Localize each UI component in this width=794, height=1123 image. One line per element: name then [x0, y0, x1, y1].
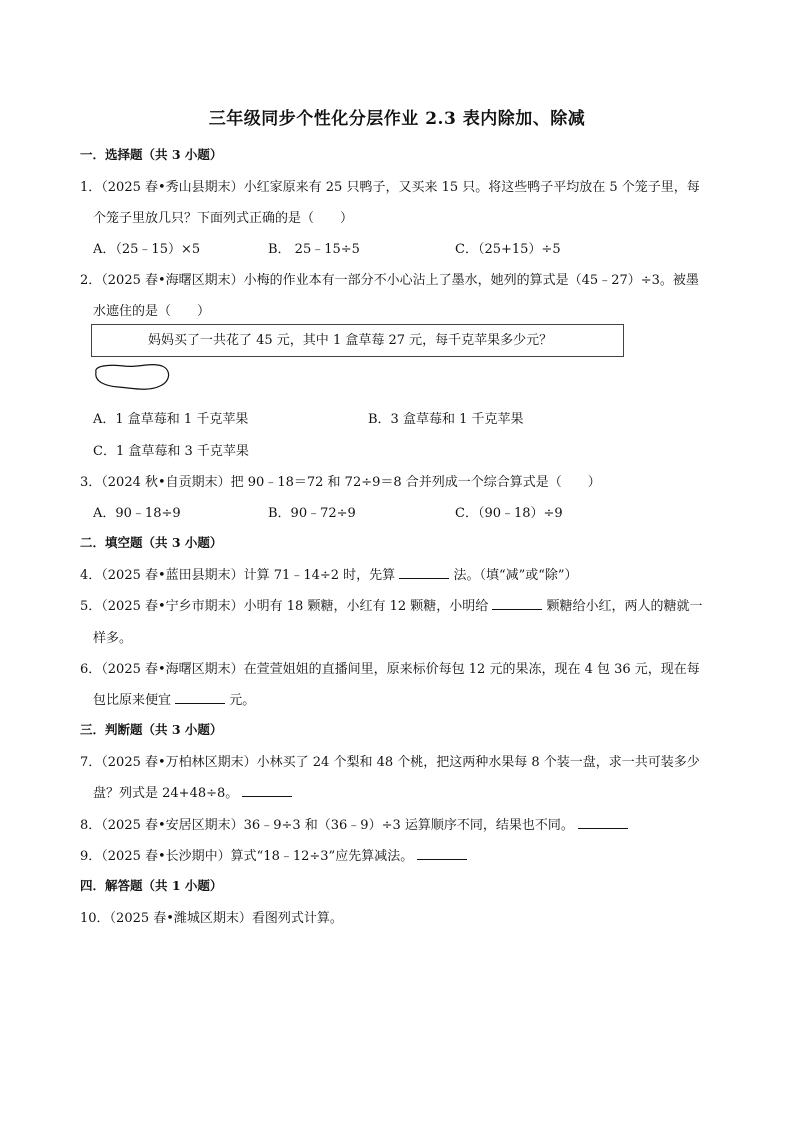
question-5-line-1	[80, 595, 703, 614]
question-1-line-1: 1．（2025 春•秀山县期末）小红家原来有 25 只鸭子，又买来 15 只。将这些鸭子平均放在 5 个笼子里，每	[80, 180, 700, 195]
question-6-line-2	[93, 689, 255, 708]
question-4-text-before: 4．（2025 春•蓝田县期末）计算 71﹣14÷2 时，先算	[80, 568, 400, 583]
answer-blank[interactable]	[399, 566, 449, 579]
answer-blank[interactable]	[417, 847, 467, 860]
answer-blank[interactable]	[578, 816, 628, 829]
section-heading-solve: 四．解答题（共 1 小题）	[80, 878, 223, 893]
question-5-text-before: 5．（2025 春•宁乡市期末）小明有 18 颗糖，小红有 12 颗糖，小明给	[80, 599, 493, 614]
question-7-line-2	[93, 782, 292, 801]
question-6-text-before: 包比原来便宜	[93, 693, 176, 708]
question-2-word-problem-box: 妈妈买了一共花了 45 元，其中 1 盒草莓 27 元，每千克苹果多少元？	[91, 324, 624, 357]
question-1-option-a: A．（25﹣15）×5	[93, 242, 201, 257]
question-3-option-b: B．90﹣72÷9	[268, 506, 356, 521]
question-5-line-2: 样多。	[93, 631, 133, 646]
question-3-line-1: 3．（2024 秋•自贡期末）把 90﹣18＝72 和 72÷9＝8 合并列成一个综合算式是（ ）	[80, 475, 601, 490]
question-7-line-1: 7．（2025 春•万柏林区期末）小林买了 24 个梨和 48 个桃，把这两种水果每 8 个装一盘，求一共可装多少	[80, 755, 700, 770]
question-2-option-b: B．3 盒草莓和 1 千克苹果	[368, 412, 524, 427]
answer-blank[interactable]	[492, 597, 542, 610]
page-title: 三年级同步个性化分层作业 2.3 表内除加、除减	[208, 109, 586, 129]
question-8-line-1	[80, 814, 628, 833]
question-1-line-2: 个笼子里放几只？下面列式正确的是（ ）	[93, 211, 354, 226]
question-2-line-1: 2．（2025 春•海曙区期末）小梅的作业本有一部分不小心沾上了墨水，她列的算式是（45﹣27）÷3。被墨	[80, 273, 699, 288]
question-1-option-c: C．（25+15）÷5	[455, 242, 561, 257]
section-heading-true-false: 三．判断题（共 3 小题）	[80, 722, 223, 737]
question-8-text: 8．（2025 春•安居区期末）36﹣9÷3 和（36﹣9）÷3 运算顺序不同，结果也不同。	[80, 818, 579, 833]
question-5-text-after: 颗糖给小红，两人的糖就一	[542, 599, 703, 614]
section-heading-fill-blank: 二．填空题（共 3 小题）	[80, 535, 223, 550]
question-3-option-a: A．90﹣18÷9	[93, 506, 181, 521]
question-4-text-after: 法。（填“减”或“除”）	[449, 568, 578, 583]
question-9-text: 9．（2025 春•长沙期中）算式“18﹣12÷3”应先算减法。	[80, 849, 418, 864]
question-3-option-c: C．（90﹣18）÷9	[455, 506, 563, 521]
section-heading-choice: 一．选择题（共 3 小题）	[80, 147, 223, 162]
question-4-line-1	[80, 564, 578, 583]
question-2-option-a: A．1 盒草莓和 1 千克苹果	[93, 412, 249, 427]
question-6-line-1: 6．（2025 春•海曙区期末）在萱萱姐姐的直播间里，原来标价每包 12 元的果冻，现在 4 包 36 元，现在每	[80, 662, 700, 677]
ink-blot-image	[88, 360, 178, 396]
question-10-line-1: 10．（2025 春•潍城区期末）看图列式计算。	[80, 911, 343, 926]
question-1-option-b: B． 25﹣15÷5	[268, 242, 360, 257]
answer-blank[interactable]	[175, 691, 225, 704]
answer-blank[interactable]	[242, 784, 292, 797]
question-6-text-after: 元。	[225, 693, 256, 708]
question-2-option-c: C．1 盒草莓和 3 千克苹果	[93, 444, 249, 459]
question-7-text: 盘？列式是 24+48÷8。	[93, 786, 243, 801]
question-2-line-2: 水遮住的是（ ）	[93, 304, 211, 319]
question-9-line-1	[80, 845, 467, 864]
